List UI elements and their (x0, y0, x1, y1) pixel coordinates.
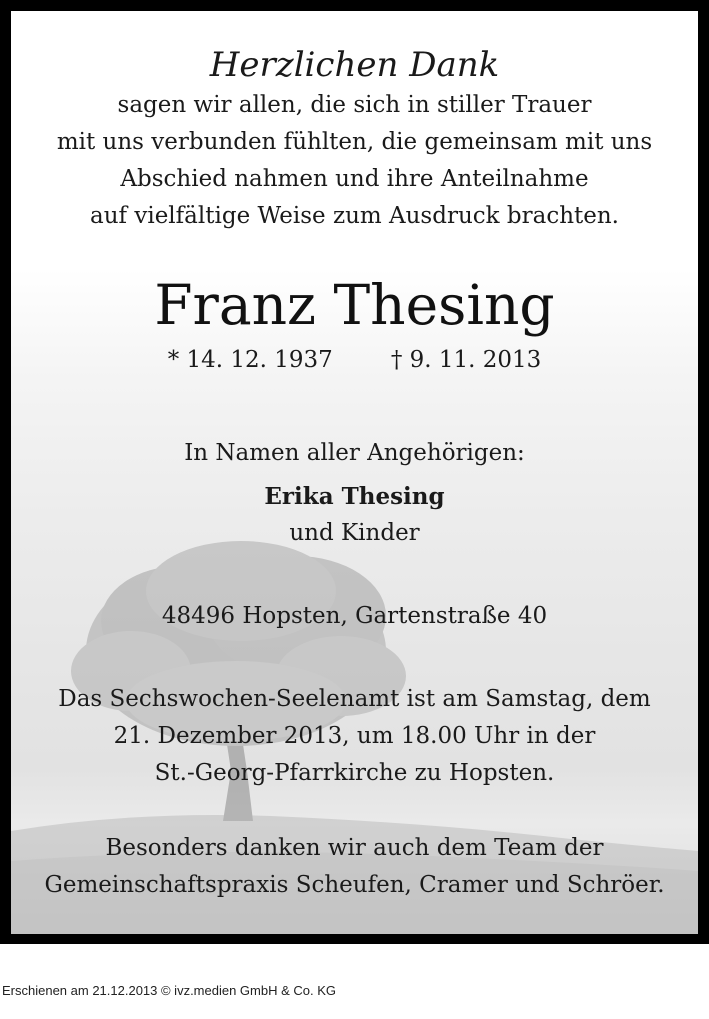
death-date: † 9. 11. 2013 (390, 347, 542, 373)
mourner-suffix: und Kinder (289, 520, 420, 546)
service-line: Das Sechswochen-Seelenamt ist am Samstag, dem (58, 686, 651, 712)
obituary-notice (11, 11, 698, 934)
address: 48496 Hopsten, Gartenstraße 40 (161, 603, 548, 629)
birth-date: * 14. 12. 1937 (167, 347, 333, 373)
special-thanks-line: Besonders danken wir auch dem Team der (105, 835, 604, 861)
service-line: St.-Georg-Pfarrkirche zu Hopsten. (154, 760, 555, 786)
thanks-line: Abschied nahmen und ihre Anteilnahme (120, 166, 589, 192)
service-line: 21. Dezember 2013, um 18.00 Uhr in der (113, 723, 596, 749)
life-dates (11, 347, 698, 373)
heading: Herzlichen Dank (209, 45, 500, 85)
thanks-line: auf vielfältige Weise zum Ausdruck brachten. (90, 203, 619, 229)
mourner-name: Erika Thesing (264, 483, 445, 510)
deceased-name: Franz Thesing (154, 273, 555, 337)
on-behalf-line: In Namen aller Angehörigen: (184, 440, 525, 466)
publication-note: Erschienen am 21.12.2013 © ivz.medien GmbH & Co. KG (2, 983, 337, 998)
thanks-line: mit uns verbunden fühlten, die gemeinsam mit uns (56, 129, 653, 155)
thanks-line: sagen wir allen, die sich in stiller Trauer (117, 92, 592, 118)
special-thanks-line: Gemeinschaftspraxis Scheufen, Cramer und Schröer. (44, 872, 665, 898)
